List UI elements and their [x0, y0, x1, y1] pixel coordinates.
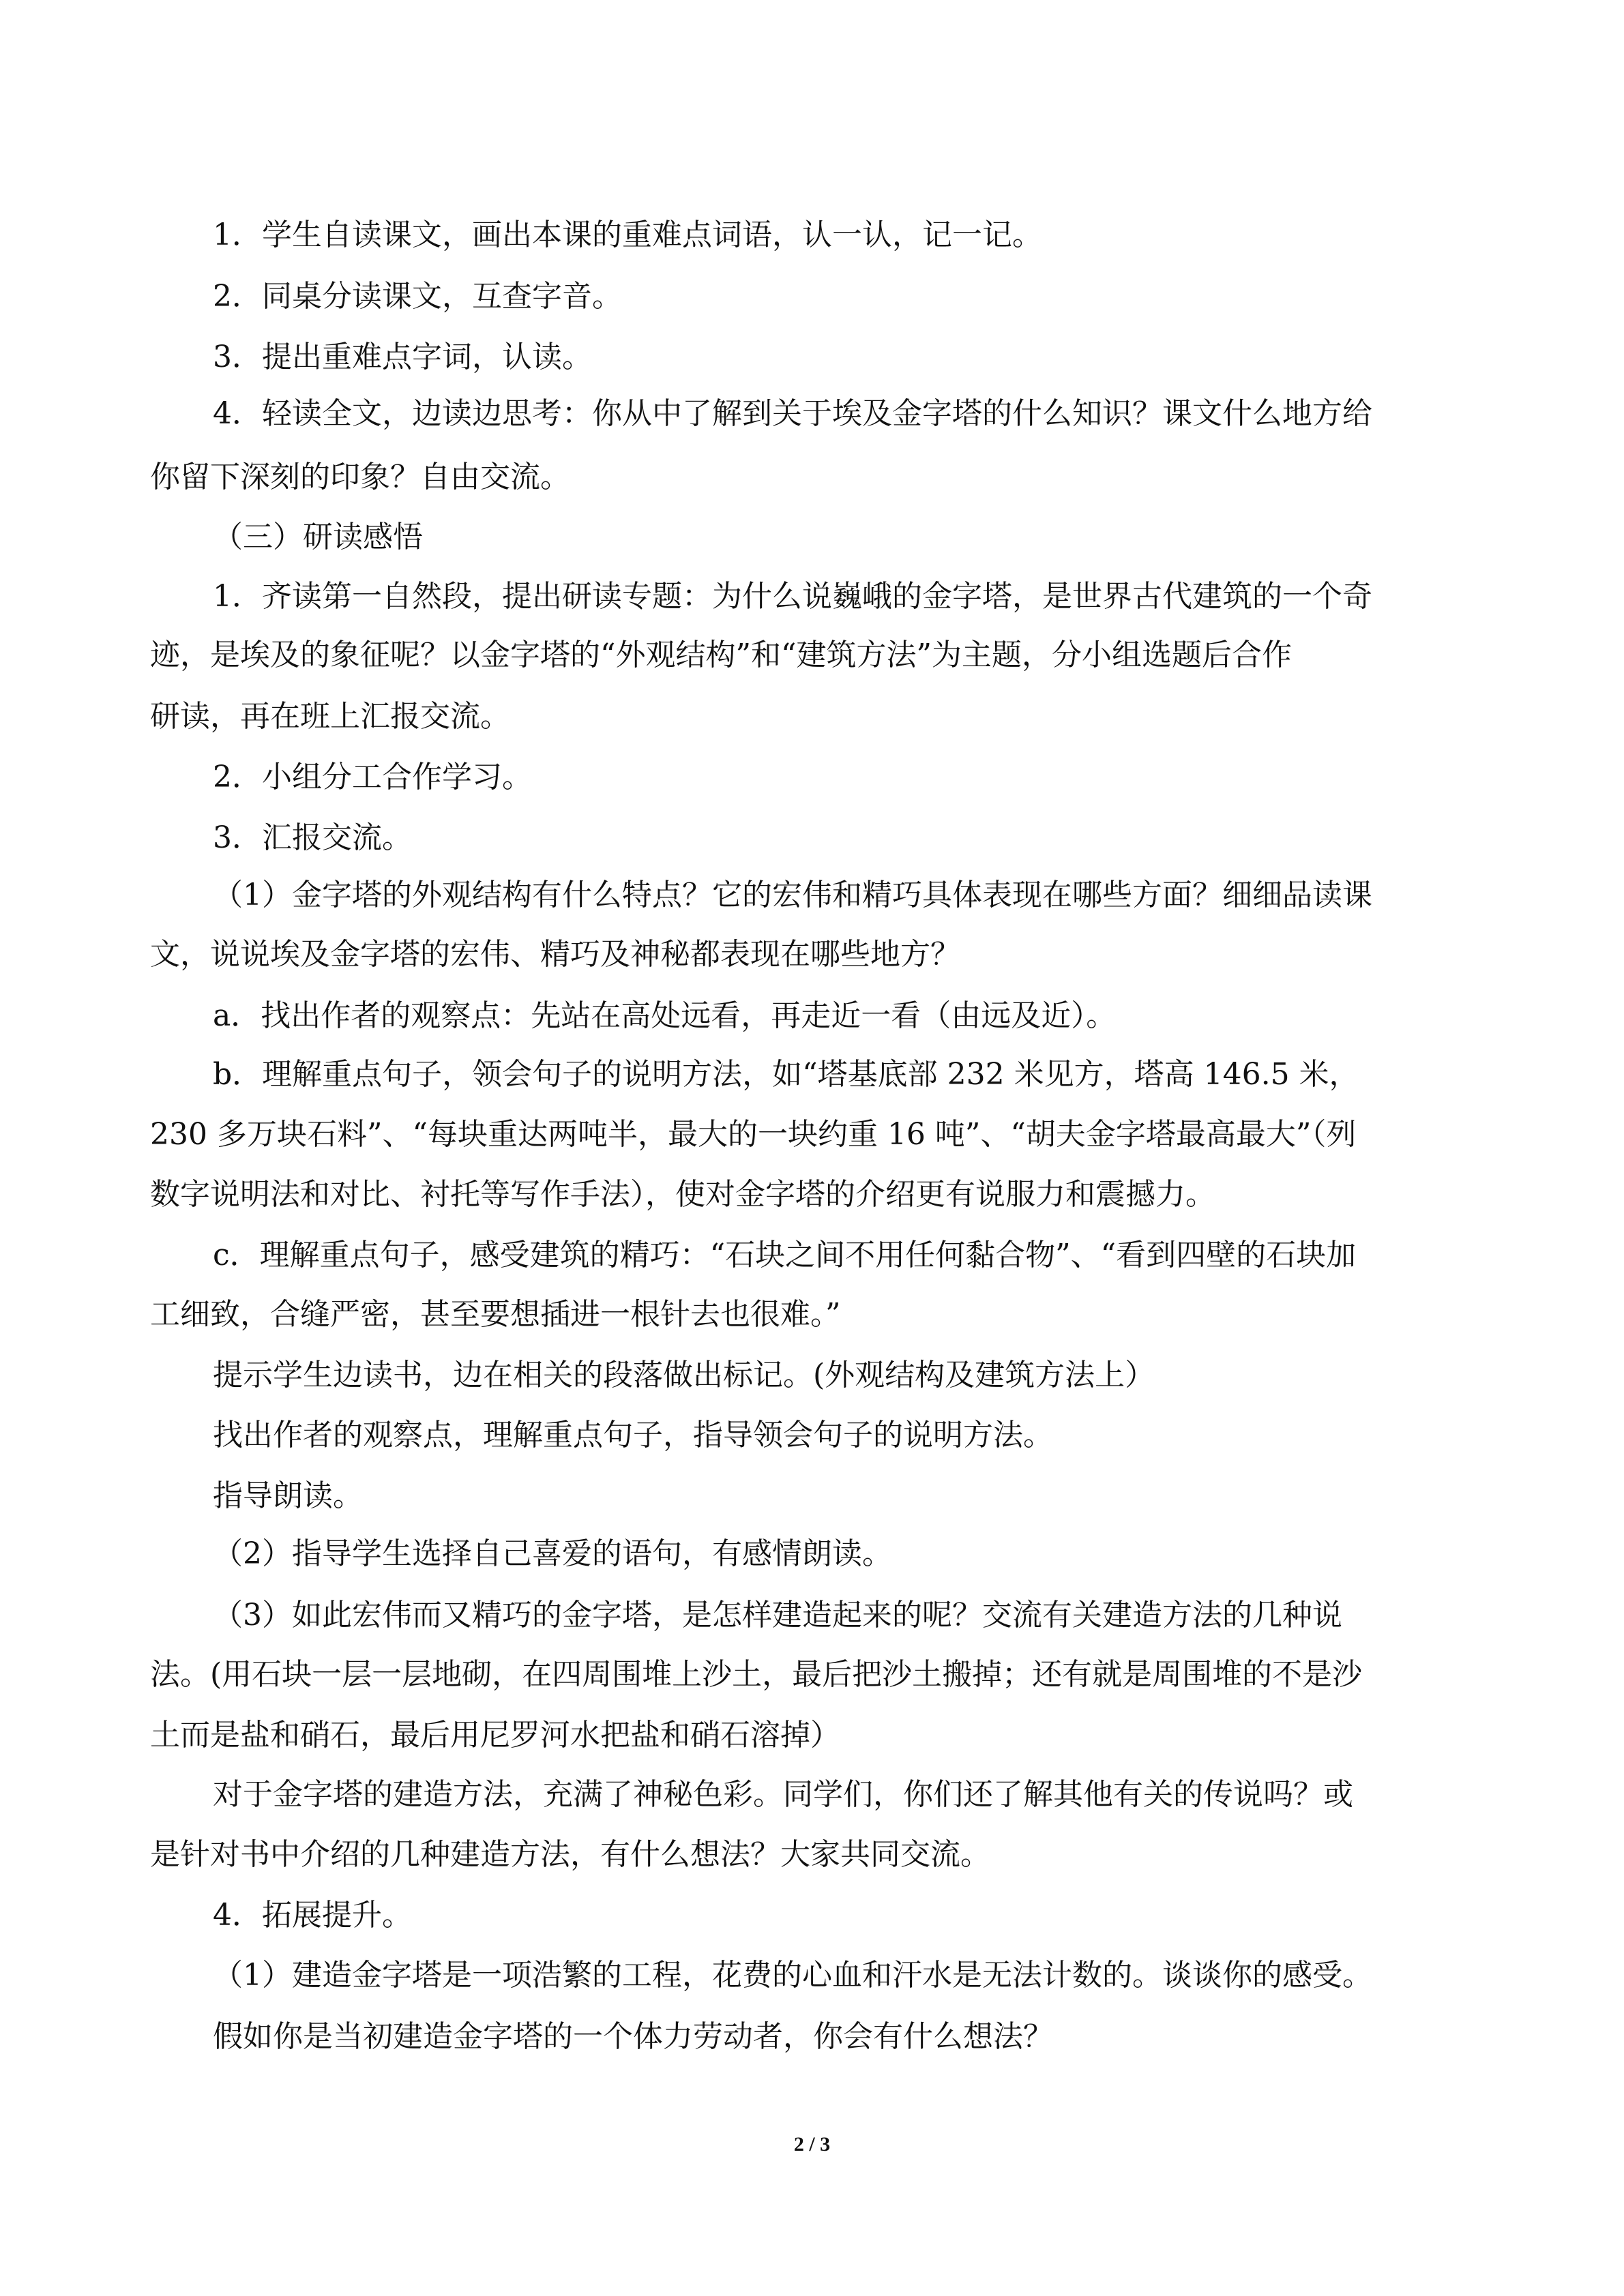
text-line: 4．拓展提升。 [213, 1898, 412, 1933]
text-line: 对于金字塔的建造方法，充满了神秘色彩。同学们，你们还了解其他有关的传说吗？或 [213, 1777, 1353, 1812]
text-line: 工细致，合缝严密，甚至要想插进一根针去也很难。” [150, 1297, 841, 1332]
text-line: 指导朗读。 [213, 1478, 363, 1513]
text-line: 迹，是埃及的象征呢？以金字塔的“外观结构”和“建筑方法”为主题，分小组选题后合作 [150, 638, 1292, 672]
text-line: 土而是盐和硝石，最后用尼罗河水把盐和硝石溶掉） [150, 1718, 840, 1753]
text-line: 研读，再在班上汇报交流。 [150, 699, 510, 734]
text-line: 2．同桌分读课文，互查字音。 [213, 279, 622, 314]
text-line: 文，说说埃及金字塔的宏伟、精巧及神秘都表现在哪些地方？ [150, 937, 960, 972]
text-line: 3．汇报交流。 [213, 820, 412, 855]
text-line: 找出作者的观察点，理解重点句子，指导领会句子的说明方法。 [213, 1418, 1053, 1452]
text-line: 1．学生自读课文，画出本课的重难点词语，认一认，记一记。 [213, 218, 1042, 252]
text-line: （1）金字塔的外观结构有什么特点？它的宏伟和精巧具体表现在哪些方面？细细品读课 [213, 878, 1372, 912]
page-number: 2 / 3 [793, 2133, 831, 2156]
text-line: （3）如此宏伟而又精巧的金字塔，是怎样建造起来的呢？交流有关建造方法的几种说 [213, 1598, 1342, 1632]
text-line: b．理解重点句子，领会句子的说明方法，如“塔基底部 232 米见方，塔高 146.5 米， [213, 1057, 1359, 1092]
text-line: 提示学生边读书，边在相关的段落做出标记。(外观结构及建筑方法上） [213, 1358, 1155, 1392]
text-line: （1）建造金字塔是一项浩繁的工程，花费的心血和汗水是无法计数的。谈谈你的感受。 [213, 1958, 1372, 1993]
text-line: （2）指导学生选择自己喜爱的语句，有感情朗读。 [213, 1536, 892, 1571]
text-line: 230 多万块石料”、“每块重达两吨半，最大的一块约重 16 吨”、“胡夫金字塔最高最大”（列 [150, 1117, 1357, 1152]
text-line: 你留下深刻的印象？自由交流。 [150, 460, 570, 494]
section-heading: （三）研读感悟 [213, 520, 423, 554]
text-line: 4．轻读全文，边读边思考：你从中了解到关于埃及金字塔的什么知识？课文什么地方给 [213, 396, 1372, 431]
text-line: 是针对书中介绍的几种建造方法，有什么想法？大家共同交流。 [150, 1837, 990, 1872]
text-line: 法。(用石块一层一层地砌，在四周围堆上沙土，最后把沙土搬掉；还有就是周围堆的不是沙 [150, 1657, 1363, 1692]
text-line: 数字说明法和对比、衬托等写作手法），使对金字塔的介绍更有说服力和震撼力。 [150, 1177, 1215, 1212]
text-line: c．理解重点句子，感受建筑的精巧：“石块之间不用任何黏合物”、“看到四壁的石块加 [213, 1238, 1357, 1272]
text-line: 假如你是当初建造金字塔的一个体力劳动者，你会有什么想法？ [213, 2019, 1053, 2054]
text-line: 1．齐读第一自然段，提出研读专题：为什么说巍峨的金字塔，是世界古代建筑的一个奇 [213, 579, 1372, 614]
text-line: 3．提出重难点字词，认读。 [213, 340, 592, 374]
text-line: a．找出作者的观察点：先站在高处远看，再走近一看（由远及近）。 [213, 998, 1117, 1033]
text-line: 2．小组分工合作学习。 [213, 760, 532, 794]
